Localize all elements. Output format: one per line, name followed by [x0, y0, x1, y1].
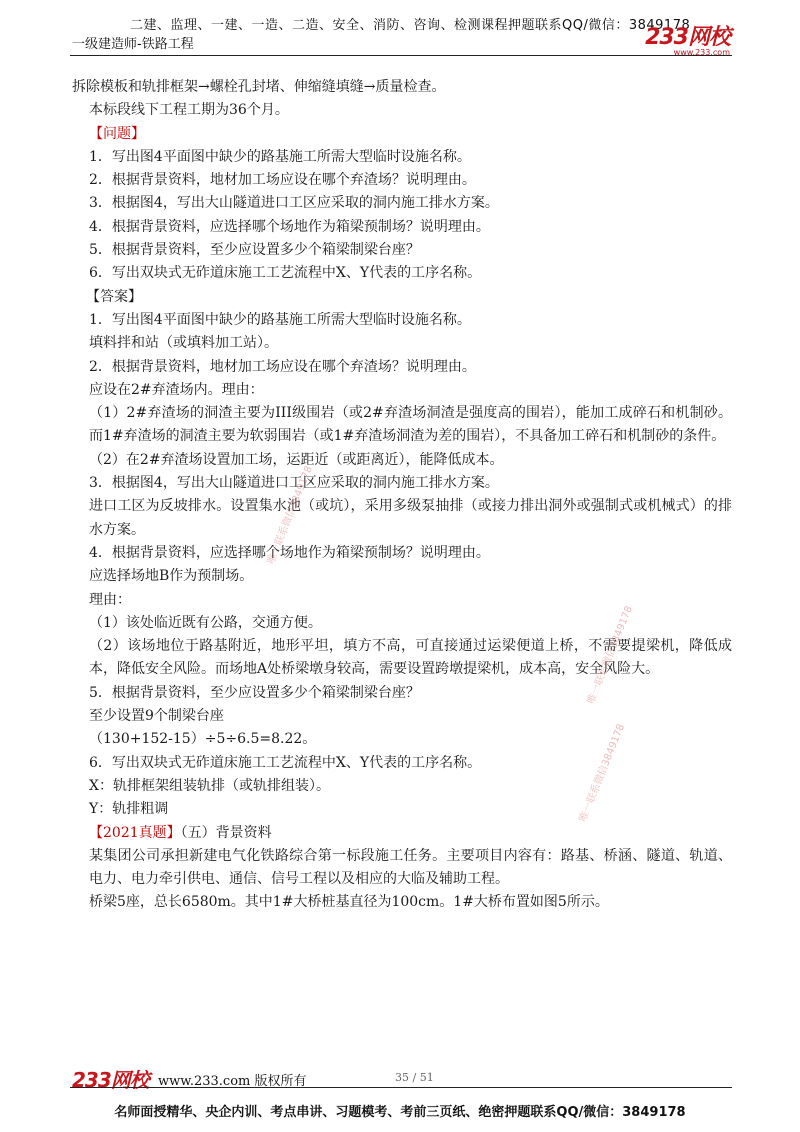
text-line: [72, 309, 732, 332]
brand-logo: [645, 20, 730, 57]
text-line-content: 5．根据背景资料，至少应设置多少个箱梁制梁台座？: [89, 242, 420, 259]
text-line: [72, 192, 732, 215]
text-line: [72, 728, 732, 751]
text-line: [72, 495, 732, 542]
text-line: [72, 356, 732, 379]
text-line-content: 填料拌和站（或填料加工站）。: [89, 335, 278, 352]
text-line-content: 拆除模板和轨排框架→螺栓孔封堵、伸缩缝填缝→质量检查。: [72, 79, 446, 95]
text-line-content: 6．写出双块式无砟道床施工工艺流程中X、Y代表的工序名称。: [89, 265, 482, 282]
text-line: [72, 286, 732, 309]
text-line-content: 3．根据图4，写出大山隧道进口工区应采取的洞内施工排水方案。: [89, 475, 499, 492]
text-line-content: （2）该场地位于路基附近，地形平坦，填方不高，可直接通过运梁便道上桥，不需要提梁机，降低成本，降低安全风险。而场地A处桥梁墩身较高，需要设置跨墩提梁机，成本高，安全风险大。: [89, 638, 732, 678]
text-line: [72, 822, 732, 845]
text-line-content: 某集团公司承担新建电气化铁路综合第一标段施工任务。主要项目内容有：路基、桥涵、隧道、轨道、电力、电力牵引供电、通信、信号工程以及相应的大临及辅助工程。: [89, 847, 732, 888]
text-line-content: 1．写出图4平面图中缺少的路基施工所需大型临时设施名称。: [89, 311, 471, 328]
text-line: [72, 402, 732, 449]
text-line: [72, 216, 732, 239]
document-subtitle: 一级建造师-铁路工程: [72, 37, 194, 52]
text-line-content: 至少设置9个制梁台座: [89, 708, 224, 725]
text-line: [72, 262, 732, 285]
text-line-content: 2．根据背景资料，地材加工场应设在哪个弃渣场？说明理由。: [89, 358, 476, 375]
text-line: [72, 123, 732, 146]
text-line-content: Y：轨排粗调: [89, 801, 169, 818]
text-line: [72, 379, 732, 402]
text-line: [72, 99, 732, 122]
text-line: [72, 891, 732, 914]
text-line: [72, 472, 732, 495]
footer-divider: [70, 1087, 732, 1088]
text-line: [72, 76, 732, 99]
text-line: [72, 169, 732, 192]
page-number: 35 / 51: [395, 1071, 434, 1084]
text-line: [72, 449, 732, 472]
footer-promo: 名师面授精华、央企内训、考点串讲、习题模考、考前三页纸、绝密押题联系QQ/微信：3849178: [114, 1105, 686, 1120]
text-line-content: 应选择场地B作为预制场。: [89, 568, 254, 585]
text-line-content: 5．根据背景资料，至少应设置多少个箱梁制梁台座？: [89, 684, 420, 701]
text-line: [72, 542, 732, 565]
text-line-content: X：轨排框架组装轨排（或轨排组装）。: [89, 777, 330, 794]
text-line-content: 2．根据背景资料，地材加工场应设在哪个弃渣场？说明理由。: [89, 172, 476, 189]
footer-copyright: www.233.com 版权所有: [158, 1074, 307, 1089]
text-line: [72, 705, 732, 728]
brand-logo-url: www.233.com: [673, 48, 730, 57]
text-line: [72, 332, 732, 355]
text-line-content: 进口工区为反坡排水。设置集水池（或坑），采用多级泵抽排（或接力排出洞外或强制式或机械式）的排水方案。: [89, 498, 732, 538]
watermark: 唯一联系微信3849178: [585, 604, 636, 706]
text-line: [72, 798, 732, 821]
text-line-content: 3．根据图4，写出大山隧道进口工区应采取的洞内施工排水方案。: [89, 195, 499, 212]
text-line-content: 4．根据背景资料，应选择哪个场地作为箱梁预制场？说明理由。: [89, 218, 490, 235]
text-line-content: 应设在2#弃渣场内。理由：: [89, 381, 264, 398]
text-line-content: 【答案】: [86, 288, 142, 305]
text-line: [72, 565, 732, 588]
text-line-content: 本标段线下工程工期为36个月。: [89, 102, 289, 119]
watermark: 唯一联系微信3849178: [577, 722, 628, 824]
text-line-content: 1．写出图4平面图中缺少的路基施工所需大型临时设施名称。: [89, 148, 471, 165]
text-line-content: 6．写出双块式无砟道床施工工艺流程中X、Y代表的工序名称。: [89, 754, 482, 771]
text-line-content: 4．根据背景资料，应选择哪个场地作为箱梁预制场？说明理由。: [89, 544, 490, 561]
text-line: [72, 845, 732, 892]
text-line: [72, 635, 732, 682]
text-line-content: （130+152-15）÷5÷6.5=8.22。: [89, 731, 317, 748]
text-line-content: （1）2#弃渣场的洞渣主要为III级围岩（或2#弃渣场洞渣是强度高的围岩），能加工成碎石和机制砂。而1#弃渣场的洞渣主要为软弱围岩（或1#弃渣场洞渣为差的围岩），不具备加工碎石和机制砂的条件。: [89, 405, 732, 445]
text-line: [72, 146, 732, 169]
text-line: [72, 752, 732, 775]
section-tag: 【2021真题】: [89, 824, 181, 841]
text-line-content: （五）背景资料: [180, 824, 272, 841]
text-line-content: 桥梁5座，总长6580m。其中1#大桥桩基直径为100cm。1#大桥布置如图5所示。: [89, 894, 609, 911]
text-line-content: 【问题】: [89, 125, 145, 142]
text-line: [72, 239, 732, 262]
header-divider: [70, 55, 732, 56]
header-promo: 二建、监理、一建、一造、二造、安全、消防、咨询、检测课程押题联系QQ/微信：3849178: [130, 18, 691, 33]
text-line-content: （1）该处临近既有公路，交通方便。: [89, 614, 322, 631]
text-line-content: 理由：: [89, 591, 131, 608]
text-line: [72, 775, 732, 798]
text-line: [72, 682, 732, 705]
watermark: 唯一联系微信3849178: [265, 464, 316, 566]
text-line-content: （2）在2#弃渣场设置加工场，运距近（或距离近），能降低成本。: [89, 451, 504, 468]
brand-logo-text: 233网校: [645, 25, 730, 50]
footer-logo: 233网校: [72, 1068, 149, 1092]
text-line: [72, 612, 732, 635]
document-body: [72, 76, 732, 915]
